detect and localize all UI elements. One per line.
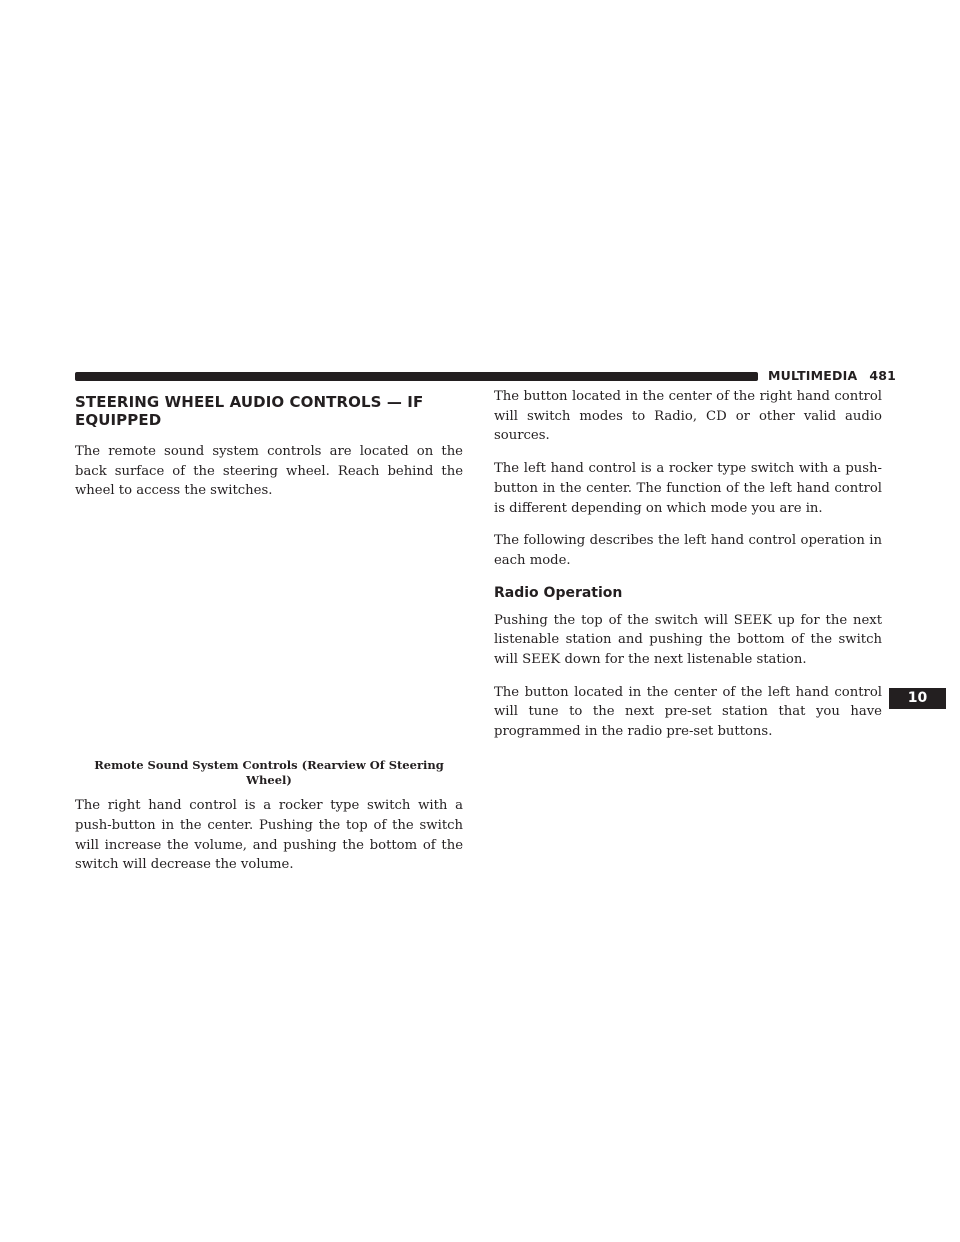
seek-paragraph: Pushing the top of the switch will SEEK up for the next listenable station and pushing the bottom of the switch will SEEK down for the next listenable station. bbox=[494, 612, 882, 668]
left-control-paragraph: The left hand control is a rocker type switch with a push-button in the center. The function of the left hand control is different depending on which mode you are in. bbox=[494, 461, 882, 516]
left-column bbox=[75, 393, 463, 888]
running-header bbox=[768, 368, 896, 383]
page-number: 481 bbox=[869, 368, 897, 383]
right-column bbox=[494, 387, 882, 755]
mode-button-paragraph: The button located in the center of the right hand control will switch modes to Radio, CD or other valid audio sources. bbox=[494, 389, 882, 444]
header-section-title: MULTIMEDIA bbox=[768, 368, 858, 383]
mode-description-paragraph: The following describes the left hand control operation in each mode. bbox=[494, 533, 882, 568]
figure-caption: Remote Sound System Controls (Rearview Of Steering Wheel) bbox=[94, 758, 444, 788]
intro-paragraph: The remote sound system controls are located on the back surface of the steering wheel. Reach behind the wheel to access the switches. bbox=[75, 444, 463, 499]
right-control-paragraph: The right hand control is a rocker type switch with a push-button in the center. Pushing the top of the switch will increase the volume, and pushing the bottom of the switch will decrease the volume. bbox=[75, 798, 463, 873]
radio-operation-heading: Radio Operation bbox=[494, 584, 623, 601]
header-rule bbox=[75, 372, 758, 381]
preset-paragraph: The button located in the center of the left hand control will tune to the next pre-set station that you have programmed in the radio pre-set buttons. bbox=[494, 684, 882, 740]
chapter-tab: 10 bbox=[889, 688, 946, 709]
section-heading: STEERING WHEEL AUDIO CONTROLS — IF EQUIPPED bbox=[75, 393, 424, 429]
figure-placeholder bbox=[75, 514, 463, 758]
